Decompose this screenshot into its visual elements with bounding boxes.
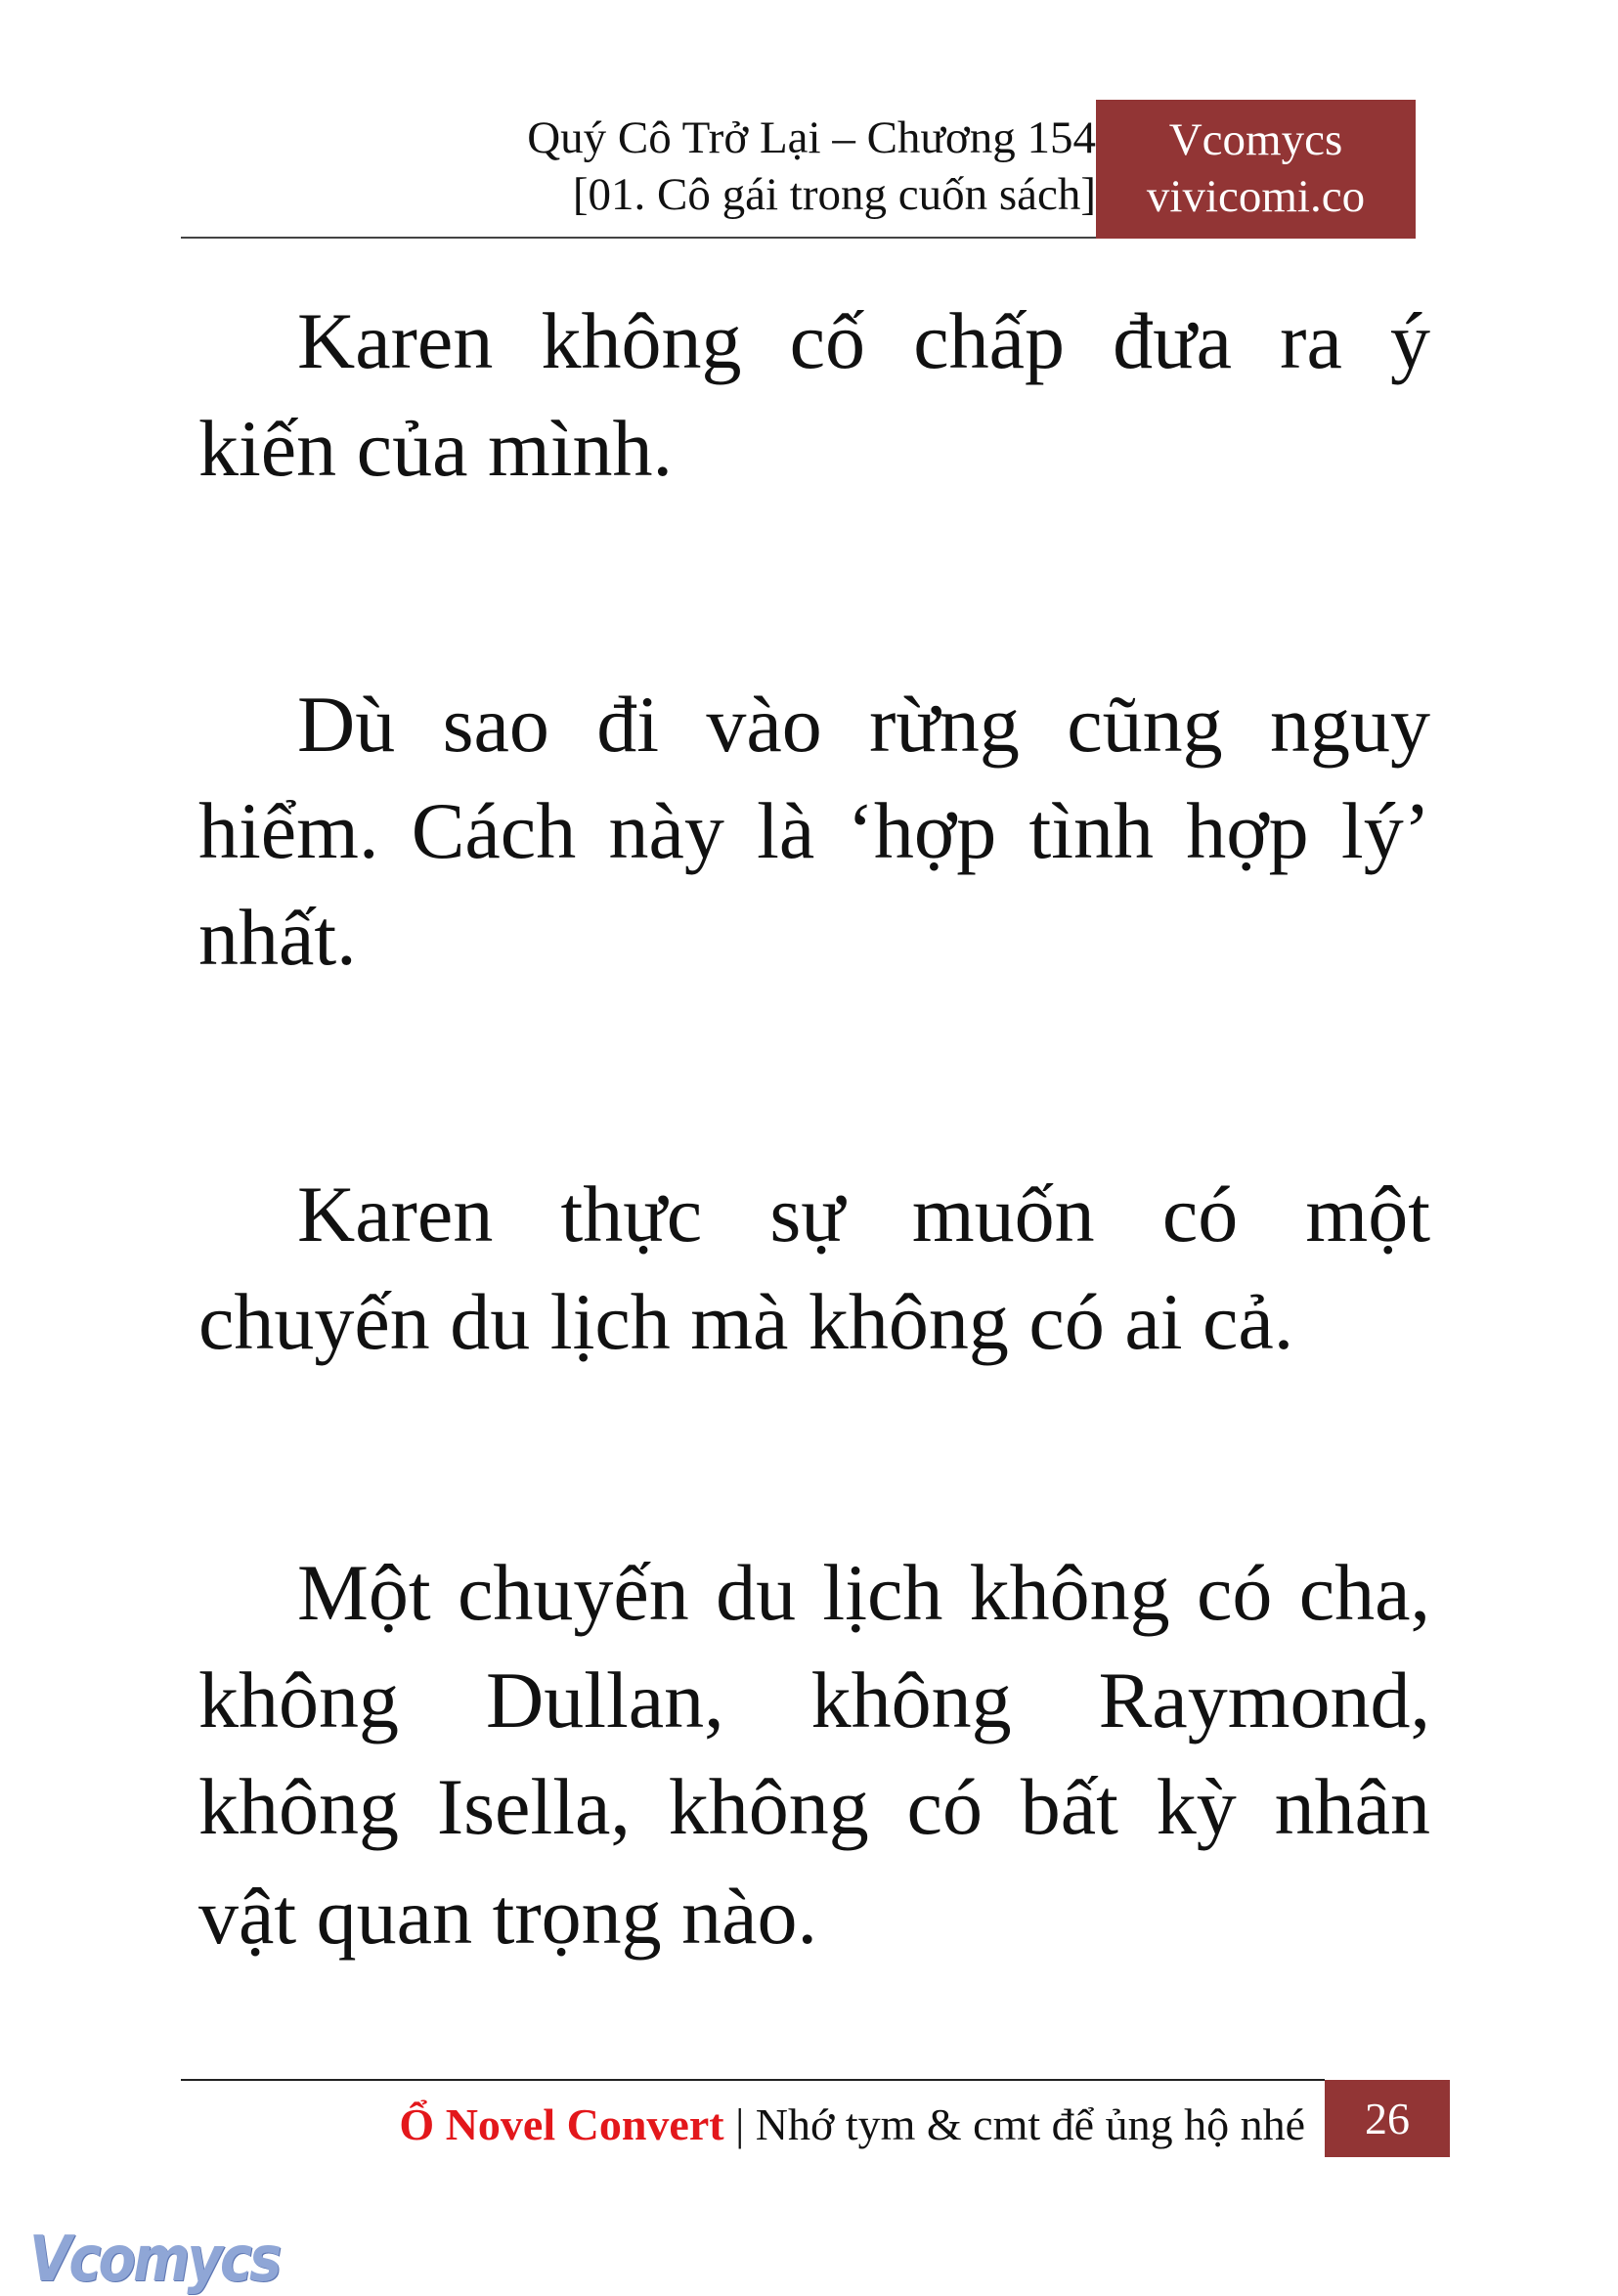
paragraph-line: Karen không cố chấp đưa ra ý	[297, 296, 1430, 385]
paragraph-line: hiểm. Cách này là ‘hợp tình hợp lý’	[198, 786, 1430, 875]
paragraph-line: không Isella, không có bất kỳ nhân	[198, 1762, 1430, 1851]
paragraph-line: Một chuyến du lịch không có cha,	[297, 1548, 1430, 1637]
badge-site: vivicomi.co	[1146, 171, 1366, 222]
header-title: Quý Cô Trở Lại – Chương 154	[527, 112, 1096, 163]
paragraph-line: Karen thực sự muốn có một	[297, 1170, 1430, 1258]
paragraph-line: không Dullan, không Raymond,	[198, 1656, 1430, 1744]
footer-text	[399, 2098, 1305, 2151]
paragraph-line: chuyến du lịch mà không có ai cả.	[198, 1277, 1294, 1366]
badge-brand: Vcomycs	[1168, 114, 1343, 165]
running-header	[527, 110, 1096, 223]
paragraph-line: Dù sao đi vào rừng cũng nguy	[297, 680, 1430, 769]
page-number: 26	[1325, 2080, 1450, 2157]
footer-divider	[181, 2079, 1325, 2081]
header-divider	[181, 237, 1096, 239]
paragraph-line: vật quan trọng nào.	[198, 1872, 818, 1961]
paragraph-line: kiến của mình.	[198, 404, 674, 493]
vcomycs-logo: Vcomycs	[29, 2223, 280, 2296]
footer-message: Nhớ tym & cmt để ủng hộ nhé	[755, 2099, 1305, 2149]
header-subtitle: [01. Cô gái trong cuốn sách]	[572, 169, 1096, 220]
header-badge	[1096, 100, 1416, 239]
footer-separator: |	[735, 2099, 745, 2149]
paragraph-line: nhất.	[198, 893, 357, 982]
footer-brand: Ổ Novel Convert	[399, 2099, 724, 2149]
